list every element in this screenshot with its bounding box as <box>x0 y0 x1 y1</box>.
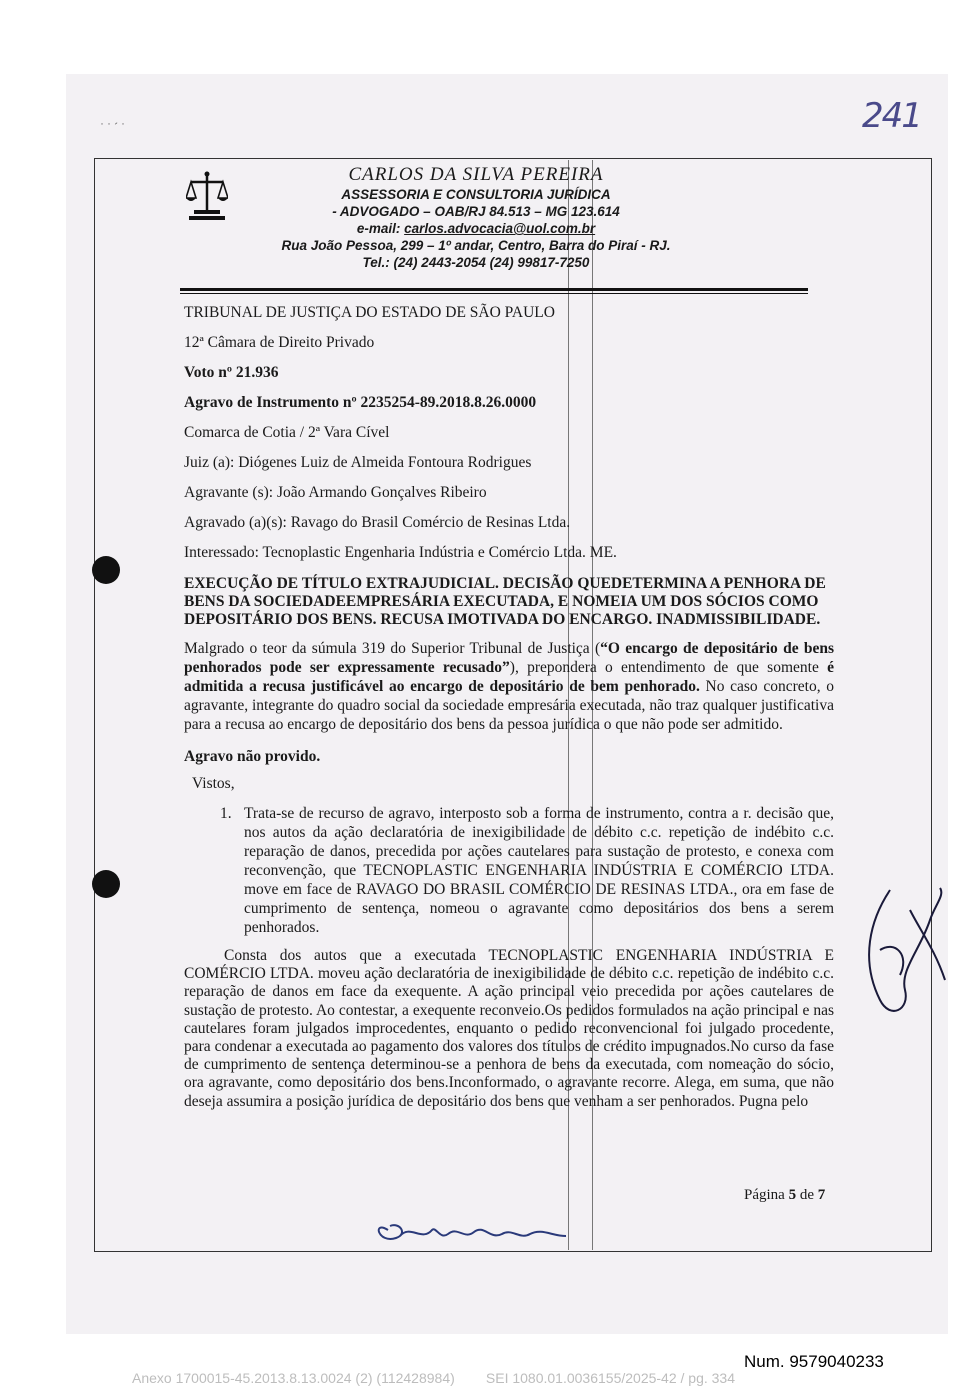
header-rule-thin <box>180 293 808 294</box>
paragraph-number: 1. <box>220 805 232 822</box>
header-rule <box>180 288 808 291</box>
paragraph-2: Consta dos autos que a executada TECNOPLASTIC ENGENHARIA INDÚSTRIA E COMÉRCIO LTDA. moveu ação declaratória de inexigibilidade de débito c.c. repetição de indébito c.c. reparação de danos em face da exequente. A ação principal veio precedida por ações cautelares de sustação de protesto. Ao contestar, a exequente reconveio.Os pedidos formulados na ação principal e nas cautelares foram julgados improcedentes, enquanto o pedido reconvencional foi julgado procedente, para condenar a executada ao pagamento dos valores dos títulos de crédito impugnados.No curso da fase de cumprimento de sentença determinou-se a penhora de bens da executada, com nomeação do sócio, ora agravante, como depositário dos bens.Inconformado, o agravante recorre. Alega, em suma, que não deseja assumira a posição jurídica de depositário dos bens que venham a ser penhorados. Pugna pelo <box>184 947 834 1110</box>
page-current: 5 <box>788 1187 797 1203</box>
document-body <box>184 302 834 1111</box>
handwritten-page-number: 241 <box>862 96 921 136</box>
lawyer-name: CARLOS DA SILVA PEREIRA <box>348 164 604 185</box>
summary-quote: “O encargo de depositário de bens penhorados pode ser expressamente recusado” <box>184 640 834 676</box>
scan-specks: ˙ ˙ ˊ ˙ <box>100 120 125 134</box>
chamber: 12ª Câmara de Direito Privado <box>184 334 375 351</box>
appellant: Agravante (s): João Armando Gonçalves Ribeiro <box>184 484 487 501</box>
page-label: Página <box>744 1187 789 1203</box>
interested-party: Interessado: Tecnoplastic Engenharia Indústria e Comércio Ltda. ME. <box>184 544 617 561</box>
punch-hole <box>92 556 120 584</box>
letterhead-line: - ADVOGADO – OAB/RJ 84.513 – MG 123.614 <box>332 204 620 219</box>
vote-number: Voto nº 21.936 <box>184 364 279 381</box>
letterhead-line: ASSESSORIA E CONSULTORIA JURÍDICA <box>341 187 611 202</box>
pagination <box>744 1187 825 1204</box>
signature-bottom <box>370 1210 580 1250</box>
email-label: e-mail: <box>356 221 405 236</box>
judge: Juiz (a): Diógenes Luiz de Almeida Fontoura Rodrigues <box>184 454 532 471</box>
result: Agravo não provido. <box>184 748 321 765</box>
appeal-number: Agravo de Instrumento nº 2235254-89.2018.8.26.0000 <box>184 394 537 411</box>
page-total: 7 <box>817 1187 826 1203</box>
summary-paragraph <box>184 639 834 734</box>
summary-emphasis: é admitida a recusa justificável ao encargo de depositário de bem penhorado. <box>184 659 834 695</box>
paragraph-1 <box>184 804 834 937</box>
letterhead-phone: Tel.: (24) 2443-2054 (24) 99817-7250 <box>362 255 590 270</box>
letterhead-email <box>196 220 756 237</box>
page-sep: de <box>796 1187 818 1203</box>
paragraph-text: Trata-se de recurso de agravo, interposto sob a forma de instrumento, contra a r. decisão que, nos autos da ação declaratória de inexigibilidade de débito c.c. repetição de indébito c.c. reparação de danos, precedida por ações cautelares para sustação de protesto, e conexa com reconvenção, que TECNOPLASTIC ENGENHARIA INDÚSTRIA E COMÉRCIO LTDA. move em face de RAVAGO DO BRASIL COMÉRCIO DE RESINAS LTDA., ora em fase de cumprimento de sentença, nomeou o agravante como depositários dos bens a serem penhorados. <box>244 805 834 936</box>
signature-margin <box>850 880 950 1040</box>
summary-text: ), prepondera o entendimento de que somente <box>509 659 828 676</box>
email-address: carlos.advocacia@uol.com.br <box>404 221 596 236</box>
letterhead-address: Rua João Pessoa, 299 – 1º andar, Centro, Barra do Piraí - RJ. <box>281 238 671 253</box>
court-name: TRIBUNAL DE JUSTIÇA DO ESTADO DE SÃO PAULO <box>184 304 555 321</box>
summary-text: No caso concreto, o agravante, integrante do quadro social da sociedade empresária executada, não traz qualquer justificativa para a recusa ao encargo de depositário dos bens da pessoa jurídica o que não pode ser admitido. <box>184 678 834 733</box>
district: Comarca de Cotia / 2ª Vara Cível <box>184 424 390 441</box>
letterhead <box>196 164 756 271</box>
appellee: Agravado (a)(s): Ravago do Brasil Comércio de Resinas Ltda. <box>184 514 571 531</box>
punch-hole <box>92 870 120 898</box>
vistos: Vistos, <box>192 775 235 792</box>
document-num: Num. 9579040233 <box>744 1352 884 1371</box>
footer-reference: Anexo 1700015-45.2013.8.13.0024 (2) (112428984) SEI 1080.01.0036155/2025-42 / pg. 334 <box>132 1370 735 1386</box>
summary-text: Malgrado o teor da súmula 319 do Superior Tribunal de Justiça ( <box>184 640 601 657</box>
ementa: EXECUÇÃO DE TÍTULO EXTRAJUDICIAL. DECISÃO QUEDETERMINA A PENHORA DE BENS DA SOCIEDADEEMPRESÁRIA EXECUTADA, E NOMEIA UM DOS SÓCIOS COMO DEPOSITÁRIO DOS BENS. RECUSA IMOTIVADA DO ENCARGO. INADMISSIBILIDADE. <box>184 575 826 628</box>
